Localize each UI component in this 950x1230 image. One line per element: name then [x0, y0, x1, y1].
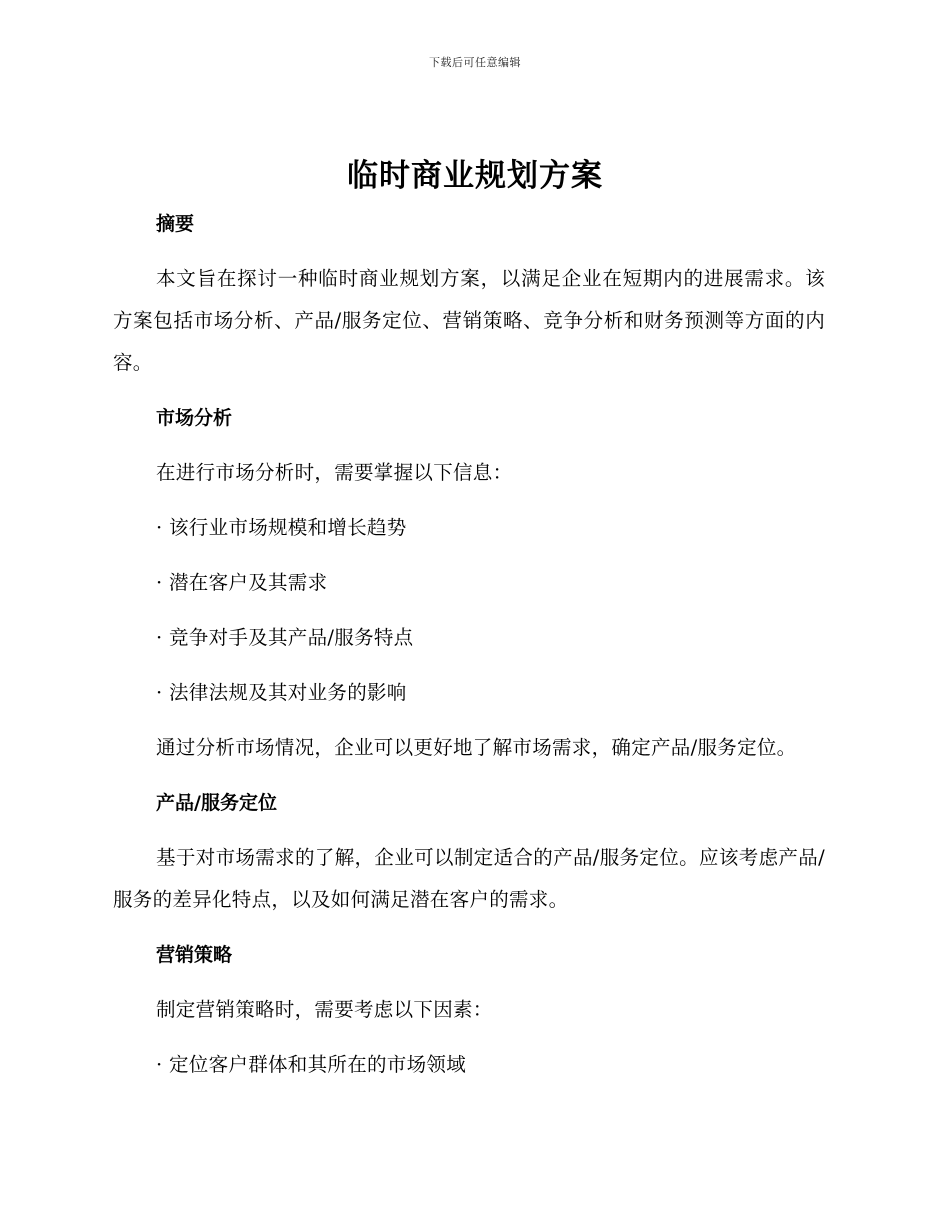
bullet-item: · 潜在客户及其需求	[156, 571, 328, 594]
bullet-item: · 竞争对手及其产品/服务特点	[156, 626, 414, 649]
section-positioning	[113, 783, 825, 921]
market-conclusion: 通过分析市场情况，企业可以更好地了解市场需求，确定产品/服务定位。	[156, 736, 797, 759]
document-body	[113, 200, 825, 1086]
section-heading-marketing: 营销策略	[156, 944, 233, 966]
section-abstract	[113, 204, 825, 384]
marketing-intro: 制定营销策略时，需要考虑以下因素：	[156, 998, 493, 1021]
section-heading-positioning: 产品/服务定位	[156, 792, 277, 814]
bullet-item: · 该行业市场规模和增长趋势	[156, 516, 407, 539]
positioning-paragraph: 基于对市场需求的了解，企业可以制定适合的产品/服务定位。应该考虑产品/服务的差异化特点，以及如何满足潜在客户的需求。	[113, 846, 825, 911]
market-intro: 在进行市场分析时，需要掌握以下信息：	[156, 461, 513, 484]
header-note: 下载后可任意编辑	[429, 56, 521, 69]
document-title: 临时商业规划方案	[347, 158, 603, 194]
bullet-item: · 定位客户群体和其所在的市场领域	[156, 1053, 466, 1076]
abstract-paragraph: 本文旨在探讨一种临时商业规划方案，以满足企业在短期内的进展需求。该方案包括市场分析、产品/服务定位、营销策略、竞争分析和财务预测等方面的内容。	[113, 267, 825, 374]
section-marketing	[113, 935, 825, 1086]
section-heading-abstract: 摘要	[156, 213, 195, 235]
bullet-item: · 法律法规及其对业务的影响	[156, 681, 407, 704]
section-market-analysis	[113, 398, 825, 769]
section-heading-market-analysis: 市场分析	[156, 407, 233, 429]
